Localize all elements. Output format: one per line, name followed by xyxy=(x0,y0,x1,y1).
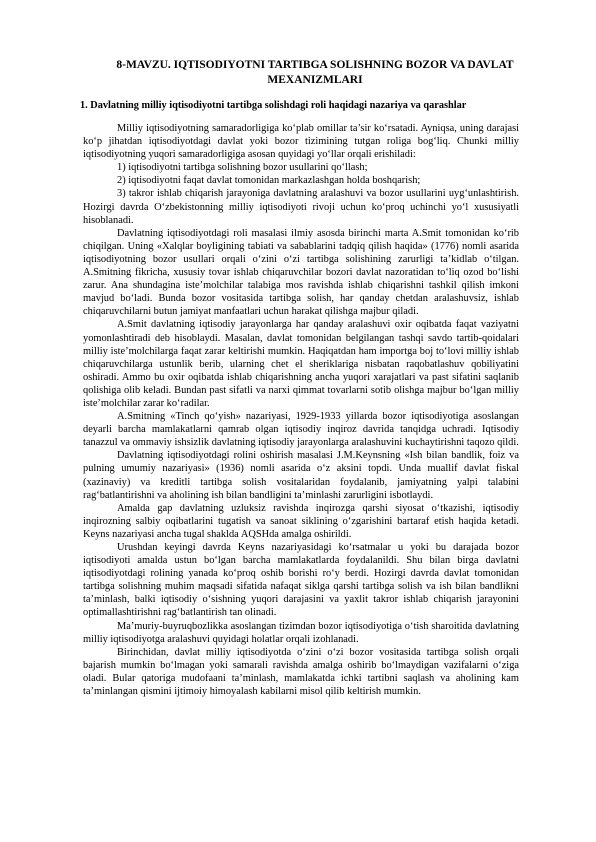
paragraph: Amalda gap davlatning uzluksiz ravishda inqirozga qarshi siyosat o‘tkazishi, iqtisodiy inqirozning salbiy oqibatlarini tugatish va sanoat siklining o‘zgarishini bartaraf etish haqida ketadi. Keyns nazariyasi ancha tugal shaklda AQSHda amalga oshirildi. xyxy=(83,502,519,540)
paragraph: Urushdan keyingi davrda Keyns nazariyasidagi ko‘rsatmalar u yoki bu darajada bozor iqtisodiyoti amalda ustun bo‘lgan barcha mamlakatlarda foydalanildi. Shu bilan birga davlatni iqtisodiyotdagi rolining yanada ko‘proq oshib borishi ro‘y berdi. Hozirgi davrda davlat tomonidan tartibga solishning muhim maqsadi sifatida nafaqat siklga qarshi tartibga solish va ish bilan bandlikni ta’minlash, balki iqtisodiy o‘sishning yuqori darajasini va yaxlit takror ishlab chiqarish jarayonini optimallashtirishni rag‘batlantirish tan olinadi. xyxy=(83,542,519,619)
paragraph: Ma’muriy-buyruqbozlikka asoslangan tizimdan bozor iqtisodiyotiga o‘tish sharoitida davlatning milliy iqtisodiyotga aralashuvi quyidagi holatlar orqali izohlanadi. xyxy=(83,620,519,645)
paragraph: Davlatning iqtisodiyotdagi roli masalasi ilmiy asosda birinchi marta A.Smit tomonidan ko‘rib chiqilgan. Uning «Xalqlar boyligining tabiati va sabablarini tadqiq qilish haqida» (1776) nomli asarida iqtisodiyotning bozor usullari orqali o‘zini o‘zi tartibga solishining zarurligi ta’kidlab o‘tilgan. A.Smitning fikricha, xususiy tovar ishlab chiqaruvchilar bozori davlat nazoratidan to‘liq ozod bo‘lishi zarur. Ana shundagina iste’molchilar talabiga mos ravishda ishlab chiqarishni tashkil qilish imkoni mavjud bo‘ladi. Bunda bozor vositasida tartibga solish, har qanday chetdan aralashuvsiz, ishlab chiqaruvchilarni butun jamiyat manfaatlari uchun harakat qilishga majbur qiladi. xyxy=(83,227,519,318)
list-item: 3) takror ishlab chiqarish jarayoniga davlatning aralashuvi va bozor usullarini uyg‘unlashtirish. Hozirgi davrda O‘zbekistonning milliy iqtisodiyoti rivoji uchun ko‘proq uchinchi yo‘l xususiyatli hisoblanadi. xyxy=(83,188,519,226)
list-item: 1) iqtisodiyotni tartibga solishning bozor usullarini qo‘llash; xyxy=(117,162,368,174)
document-title: 8-MAVZU. IQTISODIYOTNI TARTIBGA SOLISHNING BOZOR VA DAVLAT MEXANIZMLARI xyxy=(116,59,514,86)
list-item: 2) iqtisodiyotni faqat davlat tomonidan markazlashgan holda boshqarish; xyxy=(117,175,421,187)
document-page xyxy=(80,58,519,698)
paragraph: Milliy iqtisodiyotning samaradorligiga ko‘plab omillar ta’sir ko‘rsatadi. Ayniqsa, uning darajasi ko‘p jihatdan iqtisodiyotdagi davlat yoki bozor tizimining tutgan roliga bog‘liq. Chunki milliy iqtisodiyotning yuqori samaradorligiga asosan quyidagi yo‘llar orqali erishiladi: xyxy=(83,123,519,161)
paragraph: A.Smit davlatning iqtisodiy jarayonlarga har qanday aralashuvi oxir oqibatda faqat vaziyatni yomonlashtiradi deb hisoblaydi. Masalan, davlat tomonidan belgilangan tashqi savdo tartib-qoidalari milliy iste’molchilarga faqat zarar keltirishi mumkin. Haqiqatdan ham importga boj to‘lovi milliy ishlab chiqaruvchilarga ustunlik berib, ularning chet el sheriklariga nisbatan raqobatlashuv qobiliyatini oshiradi. Ammo bu oxir oqibatda ishlab chiqarishning ancha yuqori xarajatlari va past sifatini saqlanib qolishiga olib keladi. Bundan past sifatli va narxi qimmat tovarlarni sotib olishga majbur bo‘lgan milliy iste’molchilar zarar ko‘radilar. xyxy=(83,319,519,409)
paragraph: A.Smitning «Tinch qo‘yish» nazariyasi, 1929-1933 yillarda bozor iqtisodiyotiga asoslangan deyarli barcha mamlakatlarni qamrab olgan iqtisodiy inqiroz davrida tanqidga uchradi. Iqtisodiy tanazzul va ommaviy ishsizlik davlatning iqtisodiy jarayonlarga aralashuvini kuchaytirishni taqozo qildi. xyxy=(83,411,519,449)
paragraph: Birinchidan, davlat milliy iqtisodiyotda o‘zini o‘zi bozor vositasida tartibga solish orqali bajarish mumkin bo‘lmagan yoki samarali ravishda amalga oshirib bo‘lmaydigan vazifalarni o‘ziga oladi. Bular qatoriga mudofaani ta’minlash, mamlakatda ichki tartibni saqlash va aholining kam ta’minlangan qismini ijtimoiy himoyalash kabilarni misol qilib keltirish mumkin. xyxy=(83,646,519,698)
section-heading: 1. Davlatning milliy iqtisodiyotni tartibga solishdagi roli haqidagi nazariya va qarashlar xyxy=(80,100,467,111)
paragraph: Davlatning iqtisodiyotdagi rolini oshirish masalasi J.M.Keynsning «Ish bilan bandlik, foiz va pulning umumiy nazariyasi» (1936) nomli asarida o‘z aksini topdi. Unda muallif davlat fiskal (xazinaviy) va kreditli tartibga solish vositalaridan foydalanib, jamiyatning yalpi talabini rag‘batlantirishni va aholining ish bilan bandligini ta’minlashi zarurligini isbotlaydi. xyxy=(83,450,519,501)
